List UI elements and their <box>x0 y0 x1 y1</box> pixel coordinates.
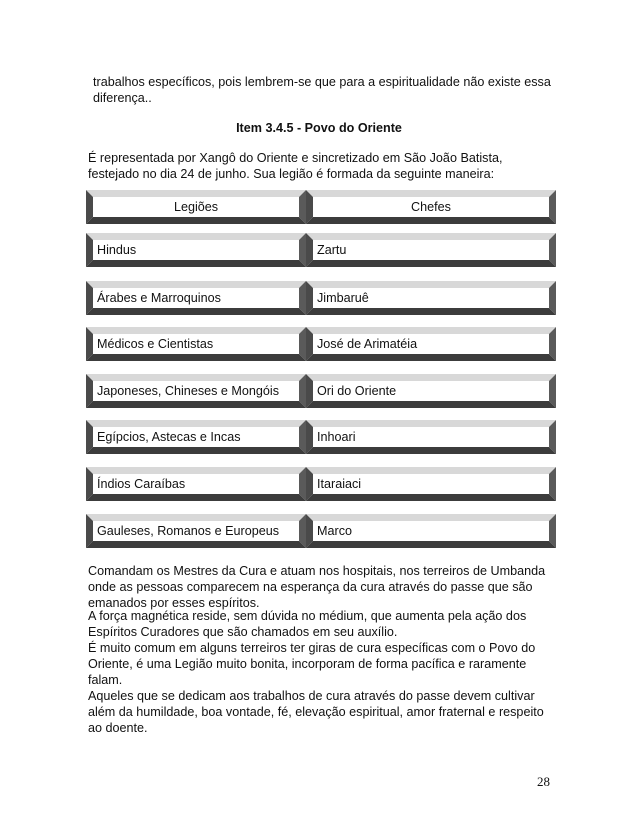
paragraph-line: falam. <box>88 673 123 687</box>
legiao-cell <box>86 233 306 267</box>
header-legioes <box>86 190 306 224</box>
legiao-cell-label: Japoneses, Chineses e Mongóis <box>97 384 280 398</box>
section-title: Item 3.4.5 - Povo do Oriente <box>236 121 402 135</box>
chefe-cell <box>306 420 556 454</box>
paragraph-line: Comandam os Mestres da Cura e atuam nos hospitais, nos terreiros de Umbanda <box>88 564 546 578</box>
legiao-cell-label: Egípcios, Astecas e Incas <box>97 430 241 444</box>
legiao-cell-label: Gauleses, Romanos e Europeus <box>97 524 280 538</box>
paragraph-line: ao doente. <box>88 721 148 735</box>
paragraph-line: A força magnética reside, sem dúvida no médium, que aumenta pela ação dos <box>88 609 527 623</box>
legiao-cell-label: Árabes e Marroquinos <box>97 291 221 305</box>
paragraph-line: Oriente, é uma Legião muito bonita, incorporam de forma pacífica e raramente <box>88 657 527 671</box>
paragraph <box>88 563 558 611</box>
intro-line-2: diferença.. <box>93 91 152 105</box>
paragraph <box>88 608 558 640</box>
legiao-cell <box>86 514 306 548</box>
chefe-cell-label: Jimbaruê <box>317 291 369 305</box>
chefe-cell-label: Ori do Oriente <box>317 384 397 398</box>
chefe-cell <box>306 467 556 501</box>
chefe-cell <box>306 281 556 315</box>
paragraph-line: É muito comum em alguns terreiros ter giras de cura específicas com o Povo do <box>88 641 536 655</box>
chefe-cell <box>306 327 556 361</box>
header-chefes <box>306 190 556 224</box>
chefe-cell <box>306 233 556 267</box>
page-number: 28 <box>537 774 550 789</box>
paragraph-line: onde as pessoas comparecem na esperança da cura através do passe que são <box>88 580 533 594</box>
paragraph-line: Espíritos Curadores que são chamados em seu auxílio. <box>88 625 398 639</box>
paragraph <box>88 688 558 736</box>
legiao-cell-label: Médicos e Cientistas <box>97 337 214 351</box>
chefe-cell-label: Marco <box>317 524 352 538</box>
description-line-1: É representada por Xangô do Oriente e sincretizado em São João Batista, <box>88 151 503 165</box>
paragraph <box>88 640 558 688</box>
intro-line-1: trabalhos específicos, pois lembrem-se que para a espiritualidade não existe essa <box>93 75 551 89</box>
legiao-cell <box>86 327 306 361</box>
chefe-cell-label: Itaraiaci <box>317 477 362 491</box>
chefe-cell-label: José de Arimatéia <box>317 337 418 351</box>
legiao-cell-label: Índios Caraíbas <box>97 477 186 491</box>
description-line-2: festejado no dia 24 de junho. Sua legião é formada da seguinte maneira: <box>88 167 495 181</box>
chefe-cell-label: Inhoari <box>317 430 356 444</box>
legiao-cell <box>86 281 306 315</box>
legiao-cell <box>86 420 306 454</box>
legiao-cell <box>86 467 306 501</box>
legiao-cell <box>86 374 306 408</box>
paragraph-line: além da humildade, boa vontade, fé, elevação espiritual, amor fraternal e respeito <box>88 705 544 719</box>
chefe-cell <box>306 374 556 408</box>
chefe-cell <box>306 514 556 548</box>
header-chefes-label: Chefes <box>411 200 451 214</box>
chefe-cell-label: Zartu <box>317 243 347 257</box>
paragraph-line: Aqueles que se dedicam aos trabalhos de cura através do passe devem cultivar <box>88 689 535 703</box>
header-legioes-label: Legiões <box>173 200 219 214</box>
paragraph-line: emanados por esses espíritos. <box>88 596 260 610</box>
legiao-cell-label: Hindus <box>97 243 137 257</box>
